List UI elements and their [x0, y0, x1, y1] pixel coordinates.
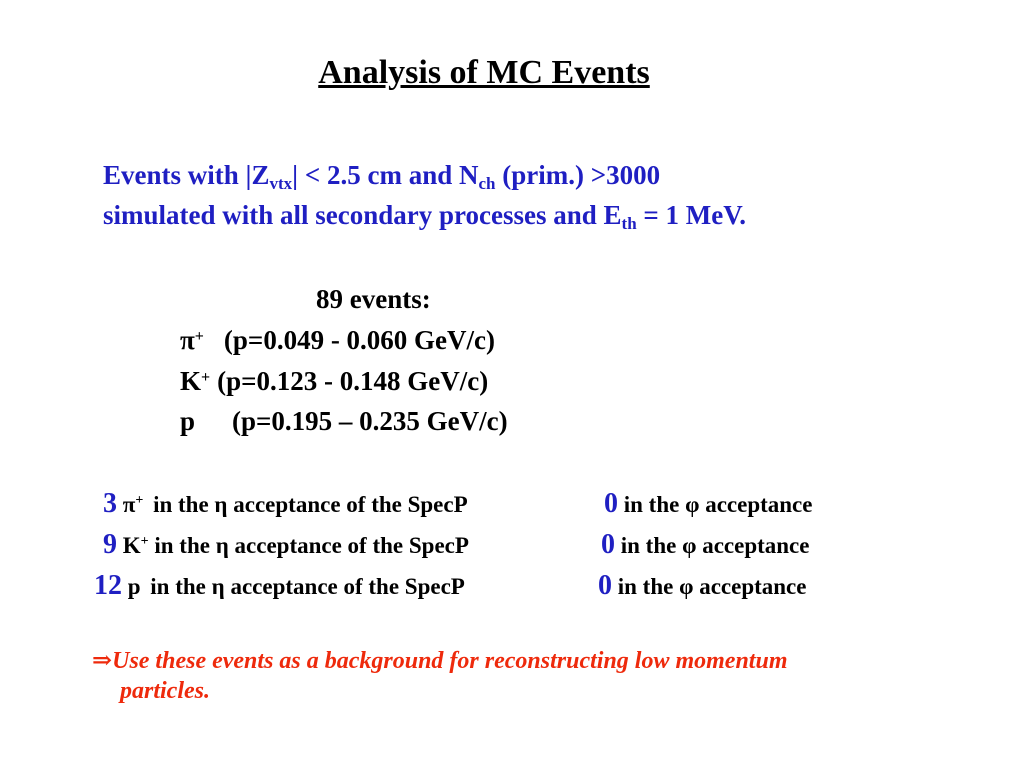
particle-row-kaon: K+ (p=0.123 - 0.148 GeV/c): [180, 366, 489, 396]
slide-title: Analysis of MC Events: [318, 54, 650, 91]
acceptance-row-pion: 3 π+ in the η acceptance of the SpecP: [103, 488, 468, 519]
phi-acceptance-proton: 0 in the φ acceptance: [598, 570, 807, 601]
conclusion-note-line-1: ⇒Use these events as a background for reconstructing low momentum: [92, 648, 788, 674]
particle-row-pion: π+ (p=0.049 - 0.060 GeV/c): [180, 325, 496, 355]
conclusion-note-line-2: particles.: [120, 678, 210, 704]
phi-acceptance-pion: 0 in the φ acceptance: [604, 488, 813, 519]
acceptance-row-proton: 12 p in the η acceptance of the SpecP: [94, 570, 465, 601]
acceptance-row-kaon: 9 K+ in the η acceptance of the SpecP: [103, 529, 469, 560]
intro-line-1: Events with $|Z_{vtx}| < 2.5$ cm and $N_{ch}$ (prim.) >3000: [103, 160, 661, 193]
events-count: 89 events:: [316, 284, 431, 314]
intro-line-2: simulated with all secondary processes and $E_{th} = 1$ MeV.: [103, 200, 747, 233]
implies-arrow-icon: ⇒: [92, 648, 113, 674]
phi-acceptance-kaon: 0 in the φ acceptance: [601, 529, 810, 560]
particle-row-proton: p (p=0.195 – 0.235 GeV/c): [180, 406, 508, 436]
